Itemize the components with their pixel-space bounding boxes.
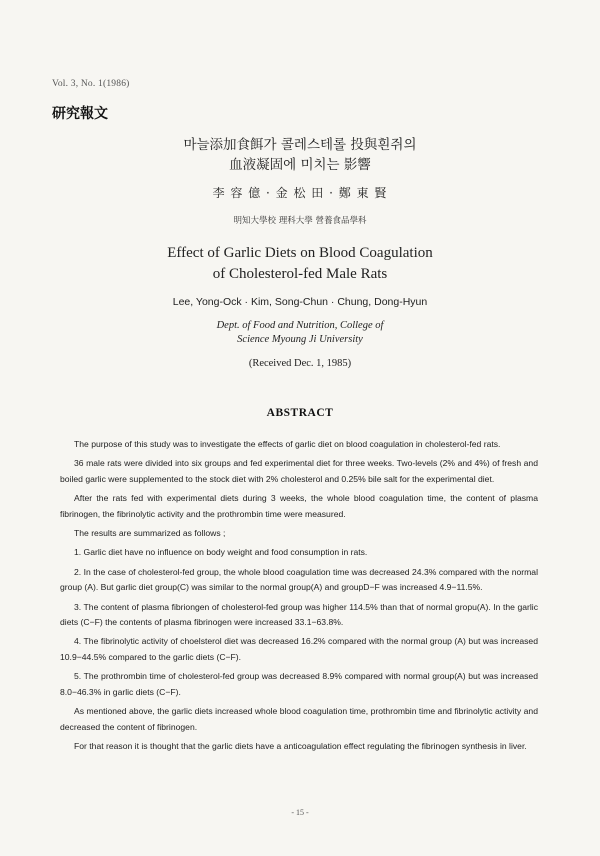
- abstract-paragraph: After the rats fed with experimental diets during 3 weeks, the whole blood coagulation time, the content of plasma fibrinogen, the fibrinolytic activity and the prothrombin time were measured.: [60, 493, 538, 519]
- article-category: 研究報文: [52, 106, 108, 122]
- english-authors: Lee, Yong-Ock · Kim, Song-Chun · Chung, Dong-Hyun: [172, 296, 428, 308]
- result-item-4: 4. The fibrinolytic activity of choelsterol diet was decreased 16.2% compared with the normal group (A) but was increased 10.9−44.5% compared to the garlic diets (C−F).: [60, 636, 538, 662]
- department-line-2: Science Myoung Ji University: [237, 334, 363, 345]
- page-number: - 15 -: [291, 808, 309, 817]
- volume-info: Vol. 3, No. 1(1986): [52, 79, 130, 89]
- result-item-5: 5. The prothrombin time of cholesterol-fed group was decreased 8.9% compared with normal group(A) but was increased 8.0−46.3% in garlic diets (C−F).: [60, 671, 538, 697]
- department-line-1: Dept. of Food and Nutrition, College of: [216, 320, 384, 331]
- abstract-heading: ABSTRACT: [266, 407, 334, 419]
- result-item-3: 3. The content of plasma fibriongen of cholesterol-fed group was higher 114.5% than that of normal gropu(A). In the garlic diets (C−F) the contents of plasma fibrinogen were increased 33.1−63.8%.: [60, 601, 538, 628]
- result-item-1: 1. Garlic diet have no influence on body weight and food consumption in rats.: [74, 547, 368, 558]
- english-title-line-2: of Cholesterol-fed Male Rats: [212, 266, 388, 282]
- korean-title-line-1: 마늘添加食餌가 콜레스테롤 投與흰쥐의: [183, 137, 417, 153]
- korean-affiliation: 明知大學校 理科大學 營養食品學科: [233, 216, 367, 226]
- conclusion-paragraph: As mentioned above, the garlic diets increased whole blood coagulation time, prothrombin time and fibrinolytic activity and decreased the content of fibrinogen.: [60, 706, 538, 732]
- conclusion-paragraph: For that reason it is thought that the garlic diets have a anticoagulation effect regulating the fibrinogen synthesis in liver.: [74, 740, 527, 751]
- abstract-paragraph: The results are summarized as follows ;: [74, 528, 226, 539]
- korean-authors: 李 容 億 · 金 松 田 · 鄭 東 賢: [212, 186, 388, 200]
- abstract-paragraph: 36 male rats were divided into six groups and fed experimental diet for three weeks. Two-levels (2% and 4%) of fresh and boiled garlic were supplemented to the stock diet with 2% cholesterol and 0.25% bile salt for the experimental diet.: [60, 458, 538, 484]
- result-item-2: 2. In the case of cholesterol-fed group, the whole blood coagulation time was decreased 24.3% compared with the normal group (A). But garlic diet group(C) was similar to the normal group(A) and groupD−F was increased 4.9−11.5%.: [60, 566, 538, 593]
- received-date: (Received Dec. 1, 1985): [248, 358, 352, 369]
- english-title-line-1: Effect of Garlic Diets on Blood Coagulation: [167, 245, 433, 261]
- korean-title-line-2: 血液凝固에 미치는 影響: [229, 157, 371, 173]
- abstract-body: [60, 437, 538, 758]
- abstract-paragraph: The purpose of this study was to investigate the effects of garlic diet on blood coagulation in cholesterol-fed rats.: [74, 439, 501, 449]
